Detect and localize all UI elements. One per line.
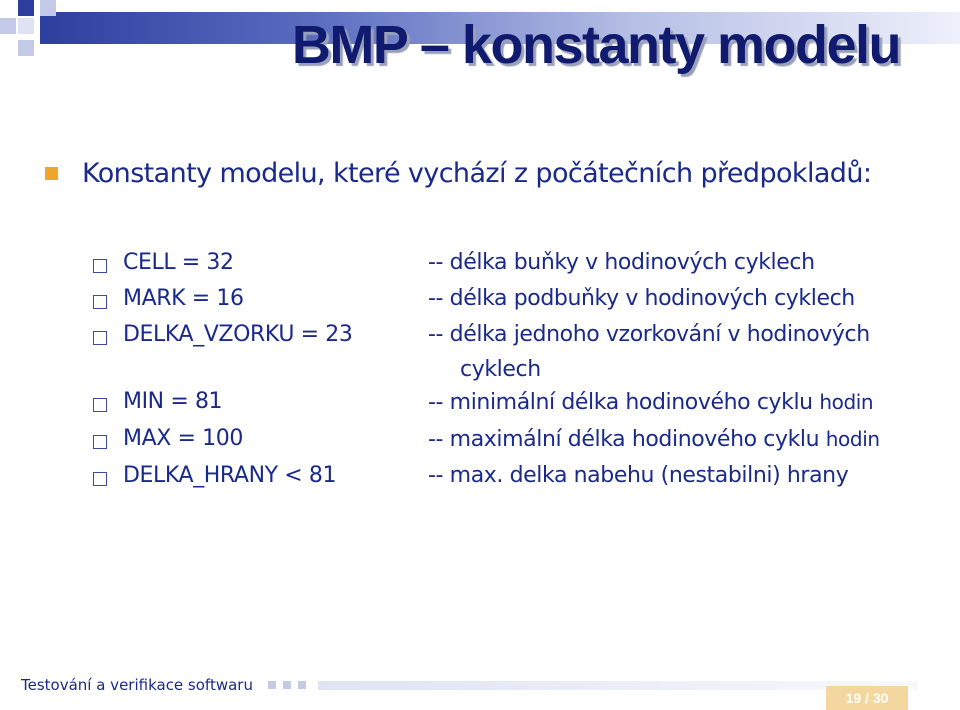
slide-title: BMP – konstanty modelu: [291, 15, 900, 75]
list-item: [93, 250, 933, 276]
constant-description: -- max. delka nabehu (nestabilni) hrany: [428, 463, 849, 488]
header-decor-square: [0, 18, 16, 34]
description-text: -- minimální délka hodinového cyklu: [428, 390, 813, 415]
main-bullet: [45, 158, 871, 189]
constant-name: CELL = 32: [123, 250, 234, 275]
header-decor-square: [18, 18, 34, 34]
description-suffix: hodin: [825, 427, 880, 451]
list-item: [93, 389, 933, 416]
constant-description: [428, 426, 880, 453]
description-suffix: hodin: [819, 390, 874, 414]
description-text: -- maximální délka hodinového cyklu: [428, 427, 820, 452]
page-number: 19 / 30: [826, 686, 908, 710]
hollow-square-bullet-icon: [93, 259, 107, 273]
header-decor-square: [18, 40, 34, 56]
hollow-square-bullet-icon: [93, 435, 107, 449]
footer-decor-square: [283, 681, 291, 689]
constant-description: -- délka podbuňky v hodinových cyklech: [428, 286, 855, 311]
list-item: [93, 463, 933, 489]
list-item: [93, 426, 933, 453]
header-decor-square: [40, 0, 56, 16]
constants-list: [93, 250, 933, 499]
constant-name: MARK = 16: [123, 286, 244, 311]
main-bullet-text: Konstanty modelu, které vychází z počátečních předpokladů:: [82, 158, 872, 189]
list-item: [93, 322, 933, 383]
footer-course-title: Testování a verifikace softwaru: [21, 676, 253, 694]
square-bullet-icon: [45, 167, 58, 180]
constant-description: [428, 322, 870, 383]
description-continuation: cyklech: [460, 357, 541, 382]
constant-name: DELKA_HRANY < 81: [123, 463, 337, 488]
hollow-square-bullet-icon: [93, 295, 107, 309]
constant-name: MIN = 81: [123, 389, 223, 414]
description-text: -- délka jednoho vzorkování v hodinových: [428, 322, 870, 347]
footer-decor-square: [298, 681, 306, 689]
hollow-square-bullet-icon: [93, 398, 107, 412]
constant-description: [428, 389, 873, 416]
hollow-square-bullet-icon: [93, 472, 107, 486]
footer-decor-square: [268, 681, 276, 689]
hollow-square-bullet-icon: [93, 331, 107, 345]
list-item: [93, 286, 933, 312]
constant-name: MAX = 100: [123, 426, 243, 451]
header-decor-square: [18, 0, 34, 16]
constant-name: DELKA_VZORKU = 23: [123, 322, 353, 347]
constant-description: -- délka buňky v hodinových cyklech: [428, 250, 815, 275]
